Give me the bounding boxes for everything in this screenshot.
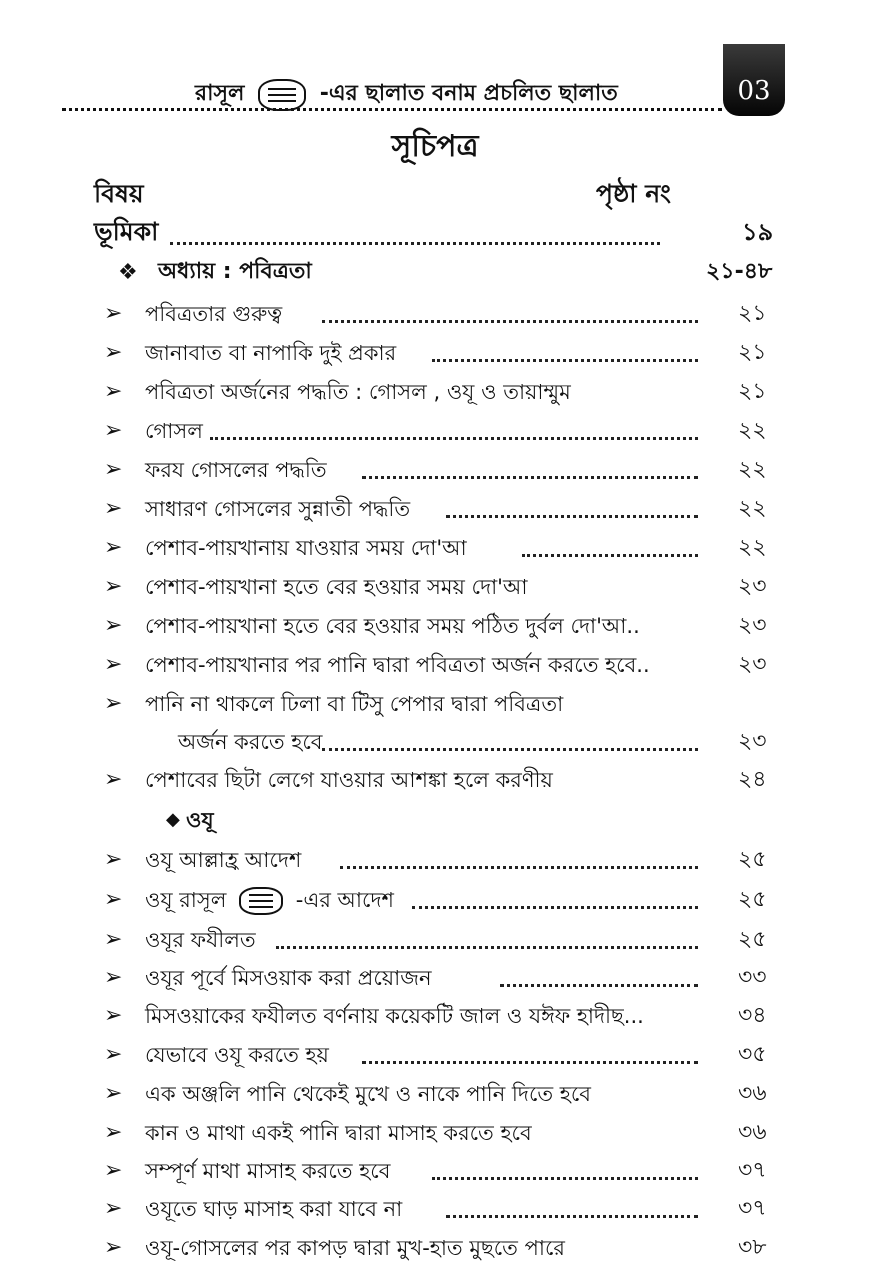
toc-entry[interactable] bbox=[0, 569, 870, 605]
salutation-seal bbox=[239, 887, 283, 915]
toc-entry-page: ৩৬ bbox=[738, 1120, 767, 1145]
leader-dots bbox=[210, 437, 698, 440]
column-header-subject: বিষয় bbox=[94, 179, 144, 208]
arrow-bullet-icon: ➢ bbox=[104, 379, 123, 404]
toc-subsection-text: ওযূ bbox=[186, 808, 214, 832]
toc-entry-text: পানি না থাকলে ঢিলা বা টিসু পেপার দ্বারা পবিত্রতা bbox=[145, 692, 564, 716]
toc-entry-page: ২৩ bbox=[738, 574, 767, 599]
toc-entry-page: ৩৩ bbox=[738, 965, 767, 990]
toc-entry-text: মিসওয়াকের ফযীলত বর্ণনায় কয়েকটি জাল ও যঈফ হাদীছ... bbox=[145, 1004, 644, 1028]
toc-chapter-page: ২১-৪৮ bbox=[706, 259, 773, 284]
arrow-bullet-icon: ➢ bbox=[104, 574, 123, 599]
toc-entry-text: পেশাব-পায়খানা হতে বের হওয়ার সময় দো'আ bbox=[145, 575, 528, 599]
toc-entry-page: ২২ bbox=[738, 418, 767, 443]
toc-entry-text: এক অঞ্জলি পানি থেকেই মুখে ও নাকে পানি দিতে হবে bbox=[145, 1082, 591, 1106]
toc-entry[interactable] bbox=[0, 1230, 870, 1266]
toc-entry-text-part1: ওযূ রাসূল bbox=[145, 888, 227, 912]
toc-entry-page: ৩৭ bbox=[738, 1196, 767, 1221]
arrow-bullet-icon: ➢ bbox=[104, 301, 123, 326]
toc-entry[interactable] bbox=[0, 686, 870, 722]
arrow-bullet-icon: ➢ bbox=[104, 535, 123, 560]
leader-dots bbox=[412, 906, 698, 909]
toc-entry-text: ফরয গোসলের পদ্ধতি bbox=[145, 458, 327, 482]
arrow-bullet-icon: ➢ bbox=[104, 691, 123, 716]
toc-entry[interactable] bbox=[0, 1115, 870, 1151]
four-diamond-icon: ❖ bbox=[118, 260, 138, 285]
toc-entry-text: সাধারণ গোসলের সুন্নাতী পদ্ধতি bbox=[145, 497, 411, 521]
toc-entry-page: ২৪ bbox=[738, 767, 767, 792]
toc-entry-page: ২১ bbox=[738, 301, 767, 326]
arrow-bullet-icon: ➢ bbox=[104, 1235, 123, 1260]
column-header-page: পৃষ্ঠা নং bbox=[596, 179, 671, 208]
toc-entry-text: পেশাব-পায়খানা হতে বের হওয়ার সময় পঠিত দুর্বল দো'আ.. bbox=[145, 614, 640, 638]
toc-entry[interactable] bbox=[0, 1191, 870, 1227]
toc-entry[interactable] bbox=[0, 998, 870, 1034]
toc-entry-page: ২৩ bbox=[738, 652, 767, 677]
leader-dots bbox=[362, 1061, 698, 1064]
toc-entry-page: ২১ bbox=[738, 340, 767, 365]
toc-entry-text: গোসল bbox=[145, 419, 203, 443]
toc-entry-page: ৩৬ bbox=[738, 1081, 767, 1106]
toc-entry[interactable] bbox=[0, 882, 870, 918]
toc-entry-page: ৩৪ bbox=[738, 1003, 767, 1028]
leader-dots bbox=[340, 866, 698, 869]
toc-entry-page: ২৫ bbox=[738, 887, 767, 912]
arrow-bullet-icon: ➢ bbox=[104, 1196, 123, 1221]
toc-entry-page: ৩৭ bbox=[738, 1158, 767, 1183]
leader-dots bbox=[432, 359, 698, 362]
toc-entry-text: ওযূর ফযীলত bbox=[145, 928, 256, 952]
leader-dots bbox=[362, 476, 698, 479]
toc-entry-page: ২৩ bbox=[738, 729, 767, 754]
toc-entry[interactable] bbox=[0, 1076, 870, 1112]
toc-entry-text: অর্জন করতে হবে bbox=[178, 730, 323, 754]
arrow-bullet-icon: ➢ bbox=[104, 887, 123, 912]
toc-entry-page: ২৫ bbox=[738, 847, 767, 872]
toc-entry-page: ২২ bbox=[738, 535, 767, 560]
toc-entry[interactable] bbox=[0, 296, 870, 332]
toc-entry-page: ১৯ bbox=[742, 218, 774, 246]
diamond-bullet-icon: ◆ bbox=[166, 809, 180, 830]
leader-dots bbox=[446, 1215, 698, 1218]
toc-entry-intro[interactable] bbox=[0, 218, 870, 254]
leader-dots bbox=[500, 984, 698, 987]
toc-entry-page: ২৩ bbox=[738, 613, 767, 638]
toc-chapter-text: অধ্যায় : পবিত্রতা bbox=[158, 259, 312, 284]
toc-entry-text: পেশাবের ছিটা লেগে যাওয়ার আশঙ্কা হলে করণীয় bbox=[145, 768, 553, 792]
leader-dots bbox=[276, 946, 698, 949]
toc-entry[interactable] bbox=[0, 335, 870, 371]
arrow-bullet-icon: ➢ bbox=[104, 1120, 123, 1145]
toc-entry[interactable] bbox=[0, 842, 870, 878]
leader-dots bbox=[446, 515, 698, 518]
toc-entry[interactable] bbox=[0, 452, 870, 488]
arrow-bullet-icon: ➢ bbox=[104, 965, 123, 990]
arrow-bullet-icon: ➢ bbox=[104, 1158, 123, 1183]
toc-entry[interactable] bbox=[0, 960, 870, 996]
toc-entry-text: ভূমিকা bbox=[94, 217, 159, 246]
leader-dots bbox=[170, 242, 660, 245]
arrow-bullet-icon: ➢ bbox=[104, 1081, 123, 1106]
toc-entry[interactable] bbox=[0, 374, 870, 410]
toc-entry-page: ৩৮ bbox=[738, 1235, 767, 1260]
arrow-bullet-icon: ➢ bbox=[104, 496, 123, 521]
arrow-bullet-icon: ➢ bbox=[104, 613, 123, 638]
toc-entry-text-part2: -এর আদেশ bbox=[295, 888, 394, 912]
leader-dots bbox=[322, 748, 698, 751]
toc-entry-page: ২৫ bbox=[738, 927, 767, 952]
toc-entry[interactable] bbox=[0, 1037, 870, 1073]
toc-entry-text: পবিত্রতা অর্জনের পদ্ধতি : গোসল , ওযূ ও তায়াম্মুম bbox=[145, 380, 571, 404]
arrow-bullet-icon: ➢ bbox=[104, 457, 123, 482]
toc-subsection[interactable] bbox=[0, 802, 870, 838]
toc-entry[interactable] bbox=[0, 922, 870, 958]
running-title-left: রাসূল bbox=[195, 81, 245, 106]
leader-dots bbox=[322, 320, 698, 323]
toc-entry[interactable] bbox=[0, 530, 870, 566]
toc-entry-text: পেশাব-পায়খানার পর পানি দ্বারা পবিত্রতা অর্জন করতে হবে.. bbox=[145, 653, 650, 677]
toc-entry[interactable] bbox=[0, 647, 870, 683]
toc-entry-page: ২১ bbox=[738, 379, 767, 404]
toc-title: সূচিপত্র bbox=[391, 129, 479, 164]
arrow-bullet-icon: ➢ bbox=[104, 927, 123, 952]
toc-entry-continuation[interactable] bbox=[0, 724, 870, 760]
toc-entry-text: যেভাবে ওযূ করতে হয় bbox=[145, 1043, 329, 1067]
toc-chapter[interactable] bbox=[0, 258, 870, 294]
toc-entry[interactable] bbox=[0, 413, 870, 449]
toc-entry-text: ওযূর পূর্বে মিসওয়াক করা প্রয়োজন bbox=[145, 966, 432, 990]
toc-entry-text: ওযূতে ঘাড় মাসাহ করা যাবে না bbox=[145, 1197, 403, 1221]
arrow-bullet-icon: ➢ bbox=[104, 652, 123, 677]
toc-entry-page: ২২ bbox=[738, 457, 767, 482]
toc-entry[interactable] bbox=[0, 491, 870, 527]
arrow-bullet-icon: ➢ bbox=[104, 767, 123, 792]
toc-entry[interactable] bbox=[0, 762, 870, 798]
toc-entry[interactable] bbox=[0, 1153, 870, 1189]
arrow-bullet-icon: ➢ bbox=[104, 1042, 123, 1067]
salutation-seal bbox=[258, 79, 306, 111]
toc-entry-text: ওযূ আল্লাহ্র আদেশ bbox=[145, 848, 302, 872]
toc-entry-text: কান ও মাথা একই পানি দ্বারা মাসাহ করতে হবে bbox=[145, 1121, 532, 1145]
page-number: 03 bbox=[737, 76, 771, 106]
toc-entry-text: জানাবাত বা নাপাকি দুই প্রকার bbox=[145, 341, 397, 365]
toc-entry-text bbox=[145, 886, 394, 915]
leader-dots bbox=[522, 554, 698, 557]
toc-entry-text: পেশাব-পায়খানায় যাওয়ার সময় দো'আ bbox=[145, 536, 467, 560]
running-title-right: -এর ছালাত বনাম প্রচলিত ছালাত bbox=[319, 81, 618, 106]
toc-entry-page: ২২ bbox=[738, 496, 767, 521]
toc-entry-text: ওযূ-গোসলের পর কাপড় দ্বারা মুখ-হাত মুছতে পারে bbox=[145, 1236, 565, 1260]
arrow-bullet-icon: ➢ bbox=[104, 847, 123, 872]
toc-entry-text: পবিত্রতার গুরুত্ব bbox=[145, 302, 283, 326]
page-header bbox=[0, 0, 870, 120]
toc-entry[interactable] bbox=[0, 608, 870, 644]
toc-entry-page: ৩৫ bbox=[738, 1042, 767, 1067]
arrow-bullet-icon: ➢ bbox=[104, 418, 123, 443]
toc-entry-text: সম্পূর্ণ মাথা মাসাহ করতে হবে bbox=[145, 1159, 391, 1183]
arrow-bullet-icon: ➢ bbox=[104, 340, 123, 365]
arrow-bullet-icon: ➢ bbox=[104, 1003, 123, 1028]
leader-dots bbox=[432, 1177, 698, 1180]
header-dotted-rule bbox=[62, 108, 722, 111]
